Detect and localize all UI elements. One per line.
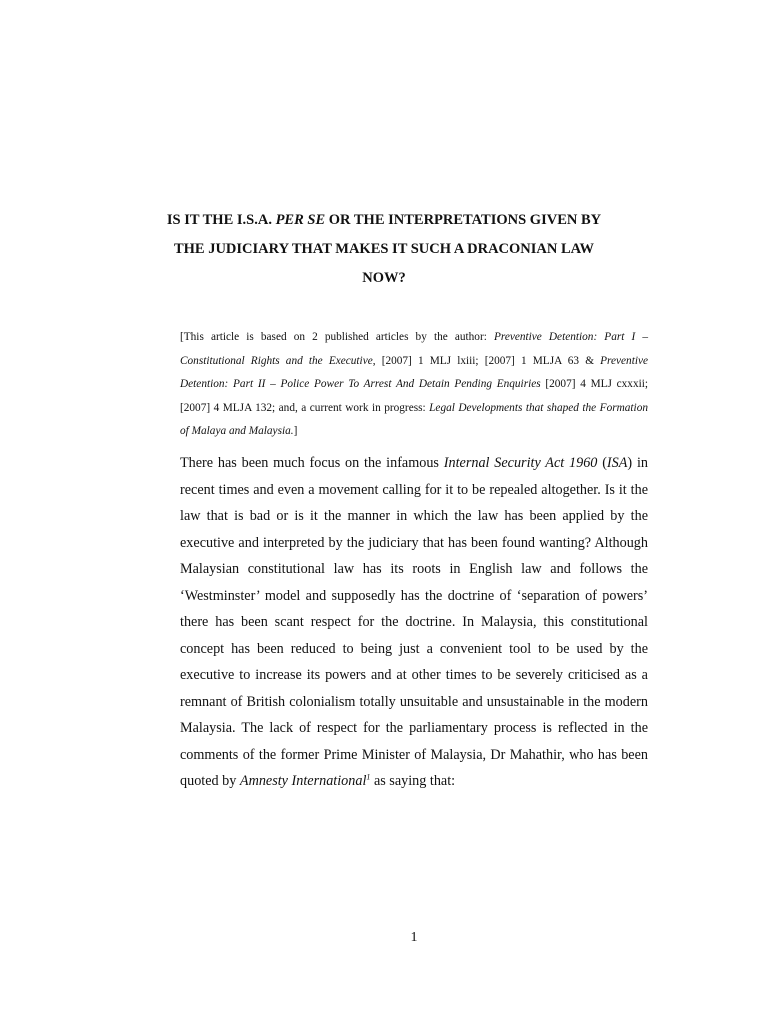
body-italic-org-name: Amnesty International [239,773,367,789]
title-text: IS IT THE I.S.A. [166,212,272,228]
title-text: OR THE INTERPRETATIONS GIVEN BY [328,212,602,228]
body-text: as saying that: [370,773,456,789]
title-line-2: THE JUDICIARY THAT MAKES IT SUCH A DRACONIAN LAW [173,241,595,257]
body-paragraph [180,450,648,795]
note-text: , [2007] 1 MLJ lxiii; [2007] 1 MLJA 63 & [372,354,601,367]
note-citation-title: Preventive Detention: Part I – Constitutional Rights and the Executive [180,331,648,367]
body-text: There has been much focus on the infamous [180,455,444,471]
article-title [130,206,638,293]
note-text: [This article is based on 2 published articles by the author: [180,331,494,343]
title-line-1 [130,206,638,235]
note-citation-title: Preventive Detention: Part II – Police Power To Arrest And Detain Pending Enquiries [180,354,648,390]
title-italic-text: PER SE [275,212,326,228]
note-text: [2007] 4 MLJ cxxxii; [2007] 4 MLJA 132; and, a current work in progress: [180,378,649,414]
body-text: ) in recent times and even a movement calling for it to be repealed altogether. Is it the law that is bad or is it the manner in which the law has been applied by the executive and interpreted by the judiciary that has been found wanting? Although Malaysian constitutional law has its roots in English law and follows the ‘Westminster’ model and supposedly has the doctrine of ‘separation of powers’ there has been scant respect for the doctrine. In Malaysia, this constitutional concept has been reduced to being just a convenient tool to be used by the executive to increase its powers and at other times to be severely criticised as a remnant of British colonialism totally unsuitable and unsustainable in the modern Malaysia. The lack of respect for the parliamentary process is reflected in the comments of the former Prime Minister of Malaysia, Dr Mahathir, who has been quoted by [180,455,648,789]
body-italic-abbrev: ISA [606,455,628,471]
note-citation-title: Legal Developments that shaped the Formation of Malaya and Malaysia. [180,401,648,437]
source-note [180,326,648,444]
body-text: ( [597,455,607,471]
page-number: 1 [410,930,418,945]
title-line-3: NOW? [362,270,406,286]
note-text: ] [293,425,298,437]
body-italic-act-name: Internal Security Act 1960 [443,455,598,471]
footnote-marker[interactable]: 1 [366,772,371,782]
